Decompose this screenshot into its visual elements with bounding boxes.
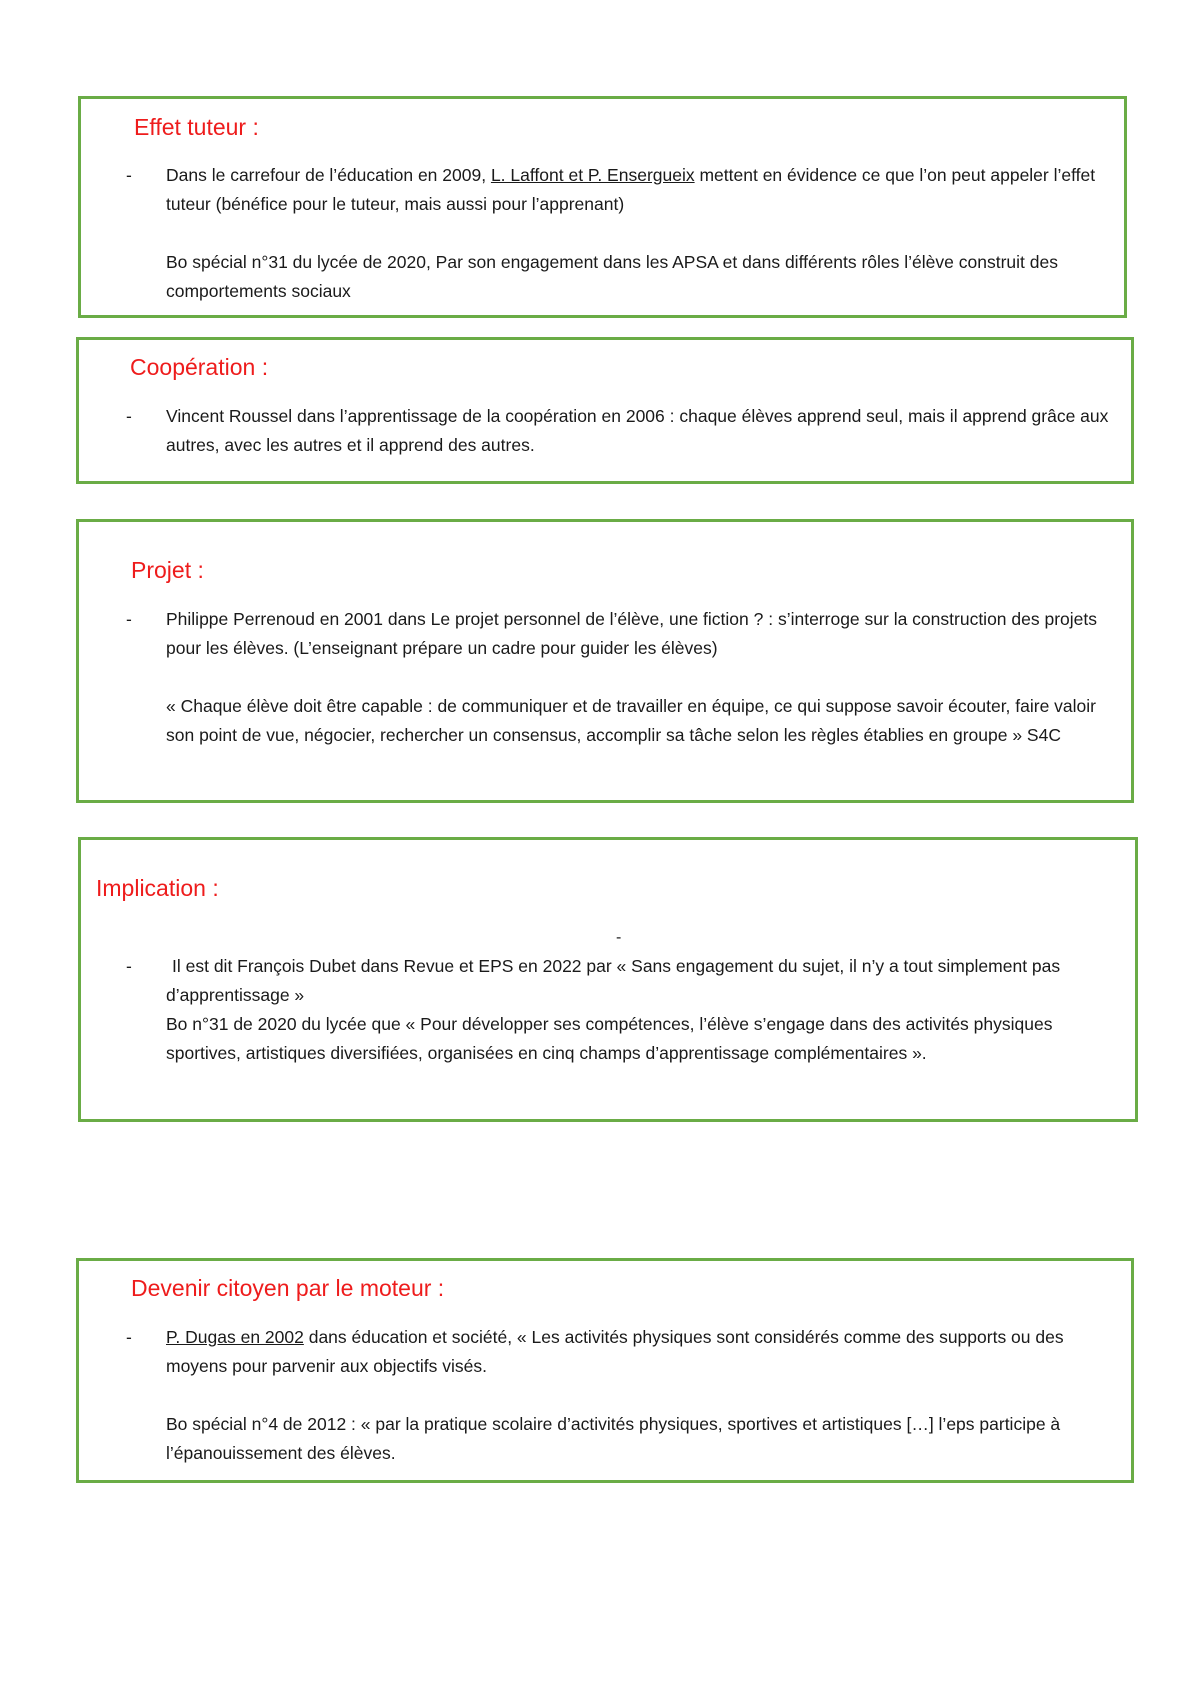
item-paragraph: Bo spécial n°31 du lycée de 2020, Par son engagement dans les APSA et dans différents rôles l’élève construit des comportements sociaux <box>166 252 1058 301</box>
section-citoyen <box>76 1258 1134 1483</box>
bullet-dash: - <box>126 165 132 185</box>
bullet-dash: - <box>126 609 132 629</box>
item-paragraph: Bo n°31 de 2020 du lycée que « Pour développer ses compétences, l’élève s’engage dans des activités physiques sportives, artistiques diversifiées, organisées en cinq champs d’apprentissage complémentaires ». <box>166 1014 1053 1063</box>
bullet-dash: - <box>126 956 132 976</box>
section-cooperation <box>76 337 1134 484</box>
section-effet-tuteur <box>78 96 1127 318</box>
item-text-post: mettent en évidence ce que l’on peut appeler l’effet tuteur (bénéfice pour le tuteur, mais aussi pour l’apprenant) <box>166 165 1096 214</box>
section-title: Coopération : <box>130 354 269 380</box>
section-implication <box>78 837 1138 1122</box>
item-text: Il est dit François Dubet dans Revue et EPS en 2022 par « Sans engagement du sujet, il n’y a tout simplement pas d’apprentissage » <box>166 956 1061 1005</box>
item-paragraph: Bo spécial n°4 de 2012 : « par la pratique scolaire d’activités physiques, sportives et artistiques […] l’eps participe à l’épanouissement des élèves. <box>166 1414 1061 1463</box>
author-link: P. Dugas en 2002 <box>166 1327 304 1347</box>
item-text: Philippe Perrenoud en 2001 dans Le projet personnel de l’élève, une fiction ? : s’interroge sur la construction des projets pour les élèves. (L’enseignant prépare un cadre pour guider les élèves) <box>166 609 1097 658</box>
item-paragraph: « Chaque élève doit être capable : de communiquer et de travailler en équipe, ce qui suppose savoir écouter, faire valoir son point de vue, négocier, rechercher un consensus, accomplir sa tâche selon les règles établies en groupe » S4C <box>166 696 1097 745</box>
lone-dash: - <box>616 929 622 946</box>
list-item: Vincent Roussel dans l’apprentissage de la coopération en 2006 : chaque élèves apprend seul, mais il apprend grâce aux autres, avec les autres et il apprend des autres. <box>166 406 1109 455</box>
author-link: L. Laffont et P. Ensergueix <box>490 165 695 185</box>
bullet-dash: - <box>126 1327 132 1347</box>
list-item <box>166 605 1116 750</box>
section-title: Projet : <box>131 557 204 583</box>
list-item <box>166 1323 1116 1468</box>
section-title: Implication : <box>96 875 219 901</box>
item-text-pre: Dans le carrefour de l’éducation en 2009, <box>166 165 491 185</box>
section-projet <box>76 519 1134 803</box>
item-text-post: dans éducation et société, « Les activités physiques sont considérés comme des supports ou des moyens pour parvenir aux objectifs visés. <box>166 1327 1064 1376</box>
section-title: Devenir citoyen par le moteur : <box>131 1275 445 1301</box>
section-title: Effet tuteur : <box>134 114 259 140</box>
list-item <box>166 161 1116 306</box>
list-item <box>166 952 1116 1068</box>
bullet-dash: - <box>126 406 132 426</box>
